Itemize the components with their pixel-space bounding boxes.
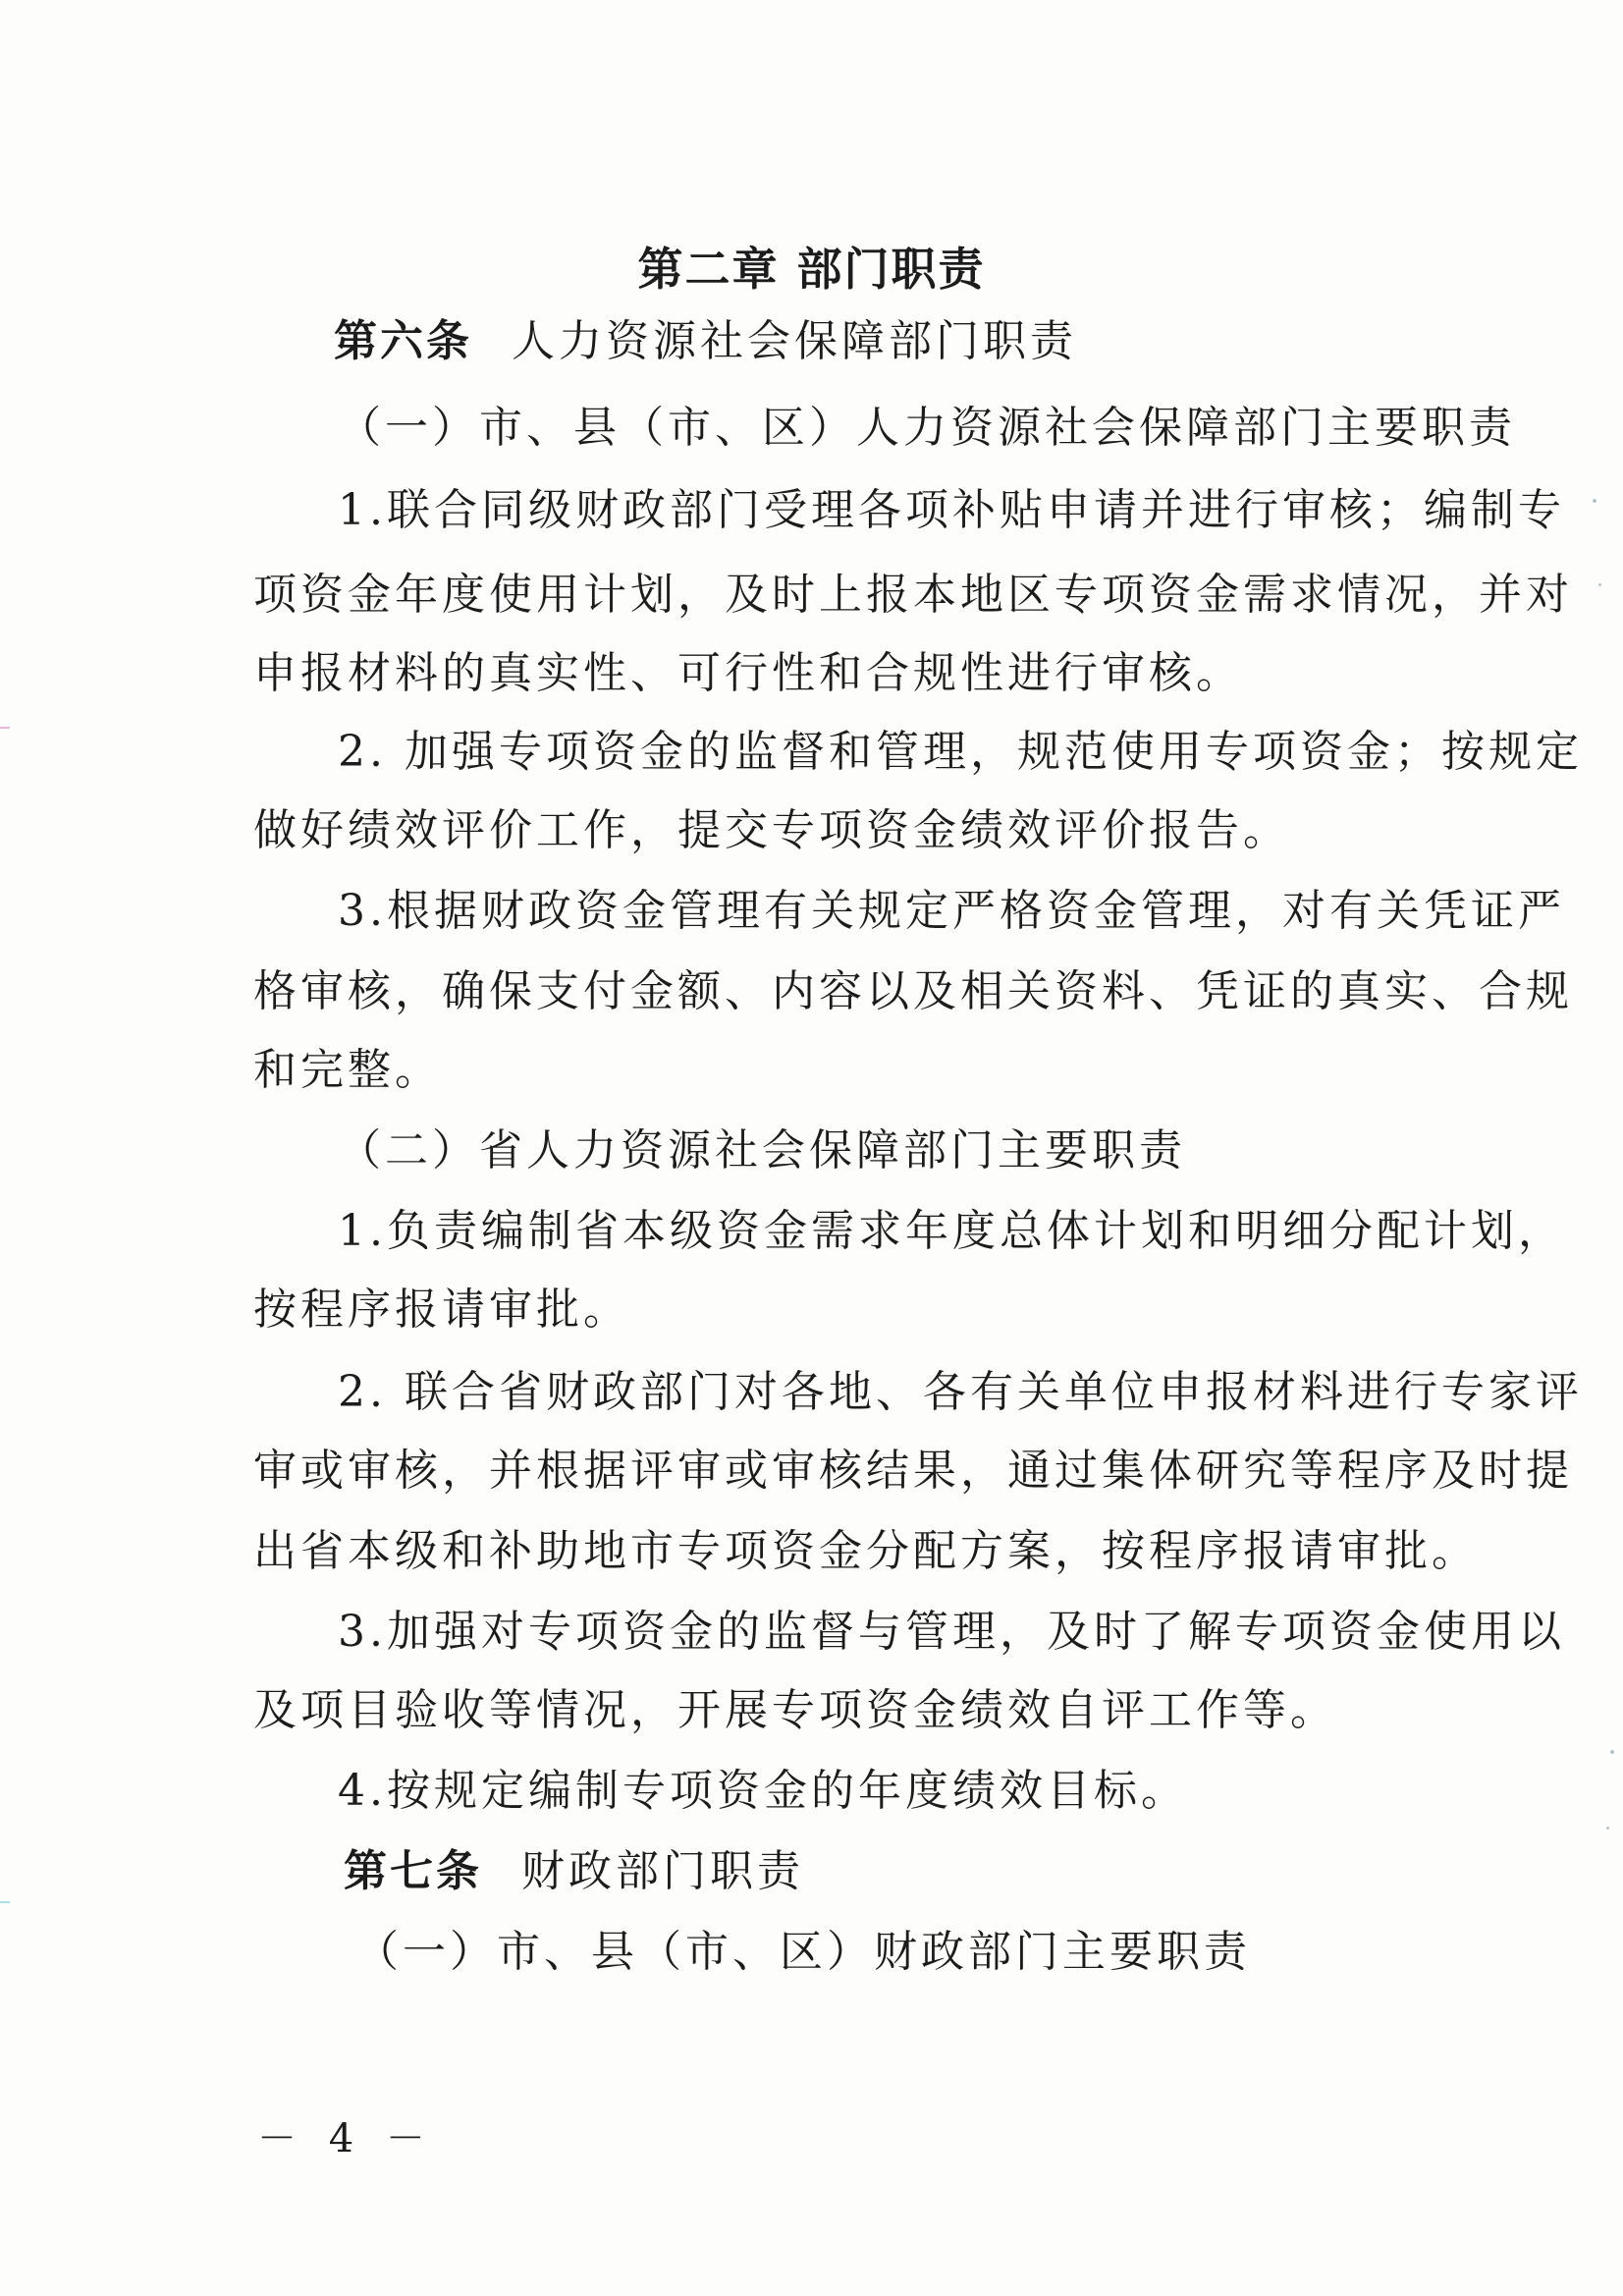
scan-edge-mark (0, 727, 10, 729)
s2-item4: 4.按规定编制专项资金的年度绩效目标。 (338, 1766, 1188, 1816)
s2-item1-line2: 按程序报请审批。 (253, 1285, 630, 1335)
scan-speck (1598, 583, 1601, 586)
article-6-title: 人力资源社会保障部门职责 (512, 316, 1077, 366)
s1-item2-line2: 做好绩效评价工作，提交专项资金绩效评价报告。 (253, 805, 1290, 855)
scan-speck (1593, 499, 1596, 503)
section-1-heading: （一）市、县（市、区）人力资源社会保障部门主要职责 (338, 403, 1516, 453)
section-2-heading: （二）省人力资源社会保障部门主要职责 (338, 1125, 1186, 1175)
chapter-title: 第二章 部门职责 (637, 243, 986, 296)
s2-item1-line1: 1.负责编制省本级资金需求年度总体计划和明细分配计划， (338, 1206, 1565, 1256)
scan-edge-mark (0, 1901, 10, 1903)
s2-item2-line1: 2. 联合省财政部门对各地、各有关单位申报材料进行专家评 (338, 1367, 1583, 1417)
article-6-label: 第六条 (334, 316, 472, 366)
s1-item3-line1: 3.根据财政资金管理有关规定严格资金管理，对有关凭证严 (338, 886, 1565, 936)
article-7-label: 第七条 (344, 1846, 482, 1896)
s1-item1-line2: 项资金年度使用计划，及时上报本地区专项资金需求情况，并对 (253, 570, 1573, 620)
s1-item3-line3: 和完整。 (253, 1045, 442, 1095)
s1-item1-line3: 申报材料的真实性、可行性和合规性进行审核。 (253, 648, 1243, 698)
s2-item3-line1: 3.加强对专项资金的监督与管理，及时了解专项资金使用以 (338, 1607, 1565, 1657)
page-number: － 4 － (257, 2116, 435, 2161)
article-6-heading (334, 314, 1077, 369)
section-3-heading: （一）市、县（市、区）财政部门主要职责 (355, 1927, 1251, 1977)
article-7-title: 财政部门职责 (521, 1846, 804, 1896)
s2-item2-line3: 出省本级和补助地市专项资金分配方案，按程序报请审批。 (253, 1526, 1479, 1576)
s2-item3-line2: 及项目验收等情况，开展专项资金绩效自评工作等。 (253, 1685, 1337, 1735)
s1-item1-line1: 1.联合同级财政部门受理各项补贴申请并进行审核；编制专 (338, 485, 1565, 535)
s1-item3-line2: 格审核，确保支付金额、内容以及相关资料、凭证的真实、合规 (253, 966, 1573, 1016)
scan-speck (1610, 1750, 1614, 1754)
scan-speck (1606, 1827, 1609, 1830)
article-7-heading (344, 1844, 804, 1899)
s2-item2-line2: 审或审核，并根据评审或审核结果，通过集体研究等程序及时提 (253, 1446, 1573, 1496)
s1-item2-line1: 2. 加强专项资金的监督和管理，规范使用专项资金；按规定 (338, 727, 1583, 777)
